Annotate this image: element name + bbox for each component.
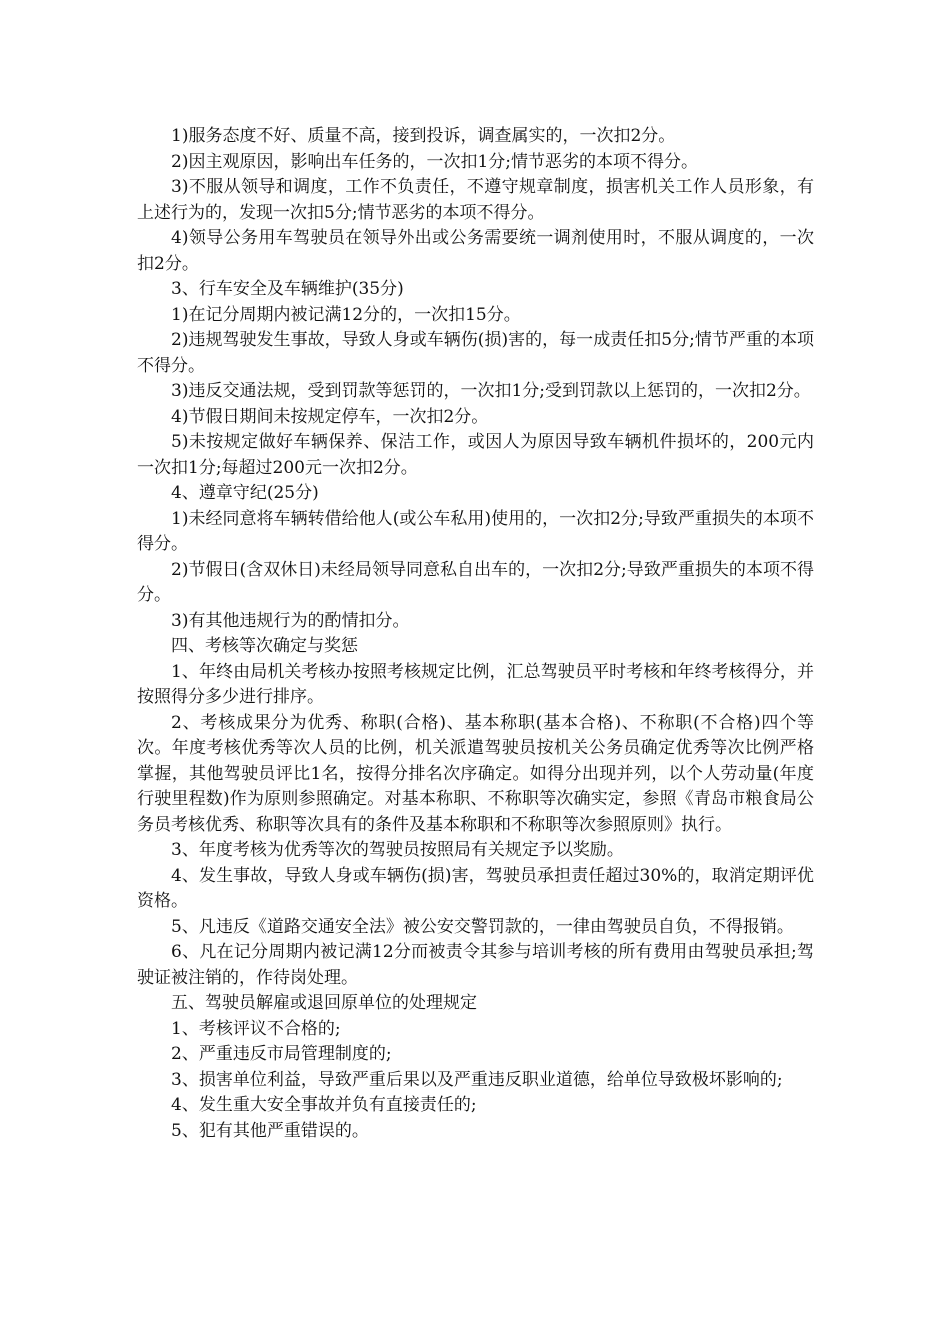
paragraph: 1、年终由局机关考核办按照考核规定比例，汇总驾驶员平时考核和年终考核得分，并按照得分多少进行排序。 <box>137 661 814 707</box>
paragraph: 2、严重违反市局管理制度的; <box>171 1044 392 1064</box>
paragraph: 2)节假日(含双休日)未经局领导同意私自出车的，一次扣2分;导致严重损失的本项不得分。 <box>137 559 814 605</box>
paragraph: 5)未按规定做好车辆保养、保洁工作，或因人为原因导致车辆机件损坏的，200元内一次扣1分;每超过200元一次扣2分。 <box>137 432 814 478</box>
paragraph: 2、考核成果分为优秀、称职(合格)、基本称职(基本合格)、不称职(不合格)四个等次。年度考核优秀等次人员的比例，机关派遣驾驶员按机关公务员确定优秀等次比例严格掌握，其他驾驶员评比1名，按得分排名次序确定。如得分出现并列，以个人劳动量(年度行驶里程数)作为原则参照确定。对基本称职、不称职等次确实定，参照《青岛市粮食局公务员考核优秀、称职等次具有的条件及基本称职和不称职等次参照原则》执行。 <box>137 712 814 835</box>
section-heading: 五、驾驶员解雇或退回原单位的处理规定 <box>171 993 477 1013</box>
document-body <box>137 124 814 1144</box>
paragraph: 2)因主观原因，影响出车任务的，一次扣1分;情节恶劣的本项不得分。 <box>171 151 698 172</box>
paragraph: 4)节假日期间未按规定停车，一次扣2分。 <box>171 406 489 427</box>
paragraph: 3、损害单位利益，导致严重后果以及严重违反职业道德，给单位导致极坏影响的; <box>171 1069 783 1090</box>
paragraph: 4、发生重大安全事故并负有直接责任的; <box>171 1095 477 1115</box>
paragraph: 3)违反交通法规，受到罚款等惩罚的，一次扣1分;受到罚款以上惩罚的，一次扣2分。 <box>171 381 811 401</box>
paragraph: 3)有其他违规行为的酌情扣分。 <box>171 610 410 631</box>
paragraph: 6、凡在记分周期内被记满12分而被责令其参与培训考核的所有费用由驾驶员承担;驾驶证被注销的，作待岗处理。 <box>137 942 814 988</box>
section-heading: 四、考核等次确定与奖惩 <box>171 636 358 656</box>
paragraph: 4)领导公务用车驾驶员在领导外出或公务需要统一调剂使用时，不服从调度的，一次扣2分。 <box>137 228 814 274</box>
section-heading: 4、遵章守纪(25分) <box>171 483 319 503</box>
paragraph: 1)在记分周期内被记满12分的，一次扣15分。 <box>171 304 521 325</box>
paragraph: 5、犯有其他严重错误的。 <box>171 1120 369 1141</box>
paragraph: 1)服务态度不好、质量不高，接到投诉，调查属实的，一次扣2分。 <box>171 126 676 146</box>
paragraph: 2)违规驾驶发生事故，导致人身或车辆伤(损)害的，每一成责任扣5分;情节严重的本项不得分。 <box>137 330 814 376</box>
paragraph: 1、考核评议不合格的; <box>171 1018 341 1039</box>
section-heading: 3、行车安全及车辆维护(35分) <box>171 279 404 299</box>
paragraph: 4、发生事故，导致人身或车辆伤(损)害，驾驶员承担责任超过30%的，取消定期评优资格。 <box>137 865 814 911</box>
paragraph: 1)未经同意将车辆转借给他人(或公车私用)使用的，一次扣2分;导致严重损失的本项不得分。 <box>137 508 814 554</box>
paragraph: 3、年度考核为优秀等次的驾驶员按照局有关规定予以奖励。 <box>171 840 624 860</box>
paragraph: 3)不服从领导和调度，工作不负责任，不遵守规章制度，损害机关工作人员形象，有上述行为的，发现一次扣5分;情节恶劣的本项不得分。 <box>137 177 814 223</box>
paragraph: 5、凡违反《道路交通安全法》被公安交警罚款的，一律由驾驶员自负，不得报销。 <box>171 916 794 937</box>
